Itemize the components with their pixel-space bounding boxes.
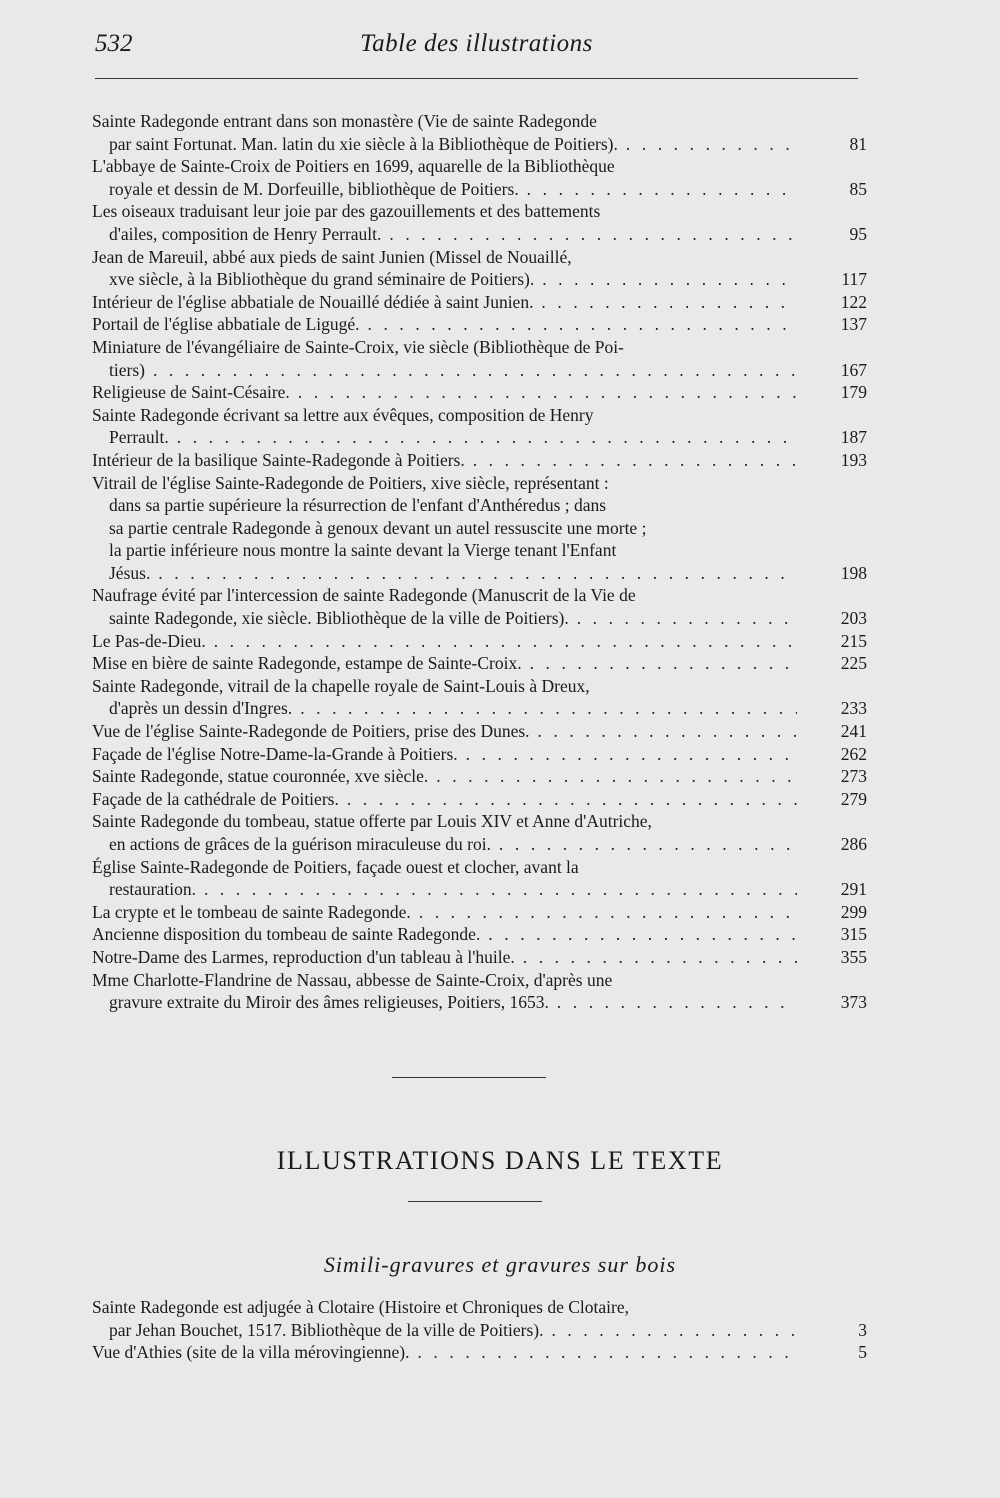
section-title: ILLUSTRATIONS DANS LE TEXTE	[276, 1146, 724, 1175]
separator-rule	[392, 1077, 546, 1078]
toc-entry	[92, 110, 867, 155]
toc-entry	[92, 652, 867, 675]
entry-title-line: Intérieur de l'église abbatiale de Nouaillé dédiée à saint Junien. . . .	[92, 291, 797, 314]
entry-title-line: Vitrail de l'église Sainte-Radegonde de Poitiers, xive siècle, représentant :	[92, 472, 609, 493]
text-illustrations-list	[92, 1296, 867, 1364]
toc-entry	[92, 856, 867, 901]
entry-page-number: 299	[840, 901, 867, 922]
entry-title-line: dans sa partie supérieure la résurrection de l'enfant d'Anthéredus ; dans	[109, 495, 607, 516]
entry-title-line: Façade de la cathédrale de Poitiers. . . .	[92, 788, 797, 811]
entry-title-line: tiers) . . .	[92, 359, 797, 382]
entry-title-line: par saint Fortunat. Man. latin du xie siècle à la Bibliothèque de Poitiers). . . .	[92, 133, 797, 156]
entry-title-line: Mise en bière de sainte Radegonde, estampe de Sainte-Croix. . . .	[92, 652, 797, 675]
entry-page-number: 179	[840, 382, 867, 403]
entry-title-line: Le Pas-de-Dieu. . . .	[92, 630, 797, 653]
entry-page-number: 198	[840, 562, 867, 583]
entry-title-line: Notre-Dame des Larmes, reproduction d'un tableau à l'huile. . . .	[92, 946, 797, 969]
entry-title-line: gravure extraite du Miroir des âmes religieuses, Poitiers, 1653. . . .	[92, 991, 797, 1014]
toc-entry	[92, 291, 867, 314]
toc-entry	[92, 923, 867, 946]
entry-title-line: Les oiseaux traduisant leur joie par des gazouillements et des battements	[92, 201, 601, 222]
toc-entry	[92, 788, 867, 811]
toc-entry	[92, 901, 867, 924]
toc-entry	[92, 630, 867, 653]
entry-title-line: par Jehan Bouchet, 1517. Bibliothèque de la ville de Poitiers). . . .	[92, 1319, 797, 1342]
entry-page-number: 225	[840, 653, 867, 674]
entry-title-line: d'après un dessin d'Ingres. . . .	[92, 697, 797, 720]
entry-title-line: Sainte Radegonde, statue couronnée, xve siècle. . . .	[92, 765, 797, 788]
entry-title-line: Sainte Radegonde entrant dans son monastère (Vie de sainte Radegonde	[92, 111, 597, 131]
entry-title-line: Vue d'Athies (site de la villa mérovingienne). . . .	[92, 1341, 797, 1364]
header-rule	[95, 78, 858, 79]
toc-entry	[92, 1296, 867, 1341]
entry-title-line: Ancienne disposition du tombeau de sainte Radegonde. . . .	[92, 923, 797, 946]
entry-page-number: 117	[841, 269, 867, 290]
entry-title-line: Vue de l'église Sainte-Radegonde de Poitiers, prise des Dunes. . . .	[92, 720, 797, 743]
toc-entry	[92, 946, 867, 969]
toc-entry	[92, 1341, 867, 1364]
section-rule	[408, 1201, 542, 1202]
entry-page-number: 122	[840, 291, 867, 312]
toc-entry	[92, 743, 867, 766]
page-header	[95, 30, 858, 70]
entry-title-line: sainte Radegonde, xie siècle. Bibliothèque de la ville de Poitiers). . . .	[92, 607, 797, 630]
entry-page-number: 5	[858, 1342, 867, 1363]
entry-title-line: Jean de Mareuil, abbé aux pieds de saint Junien (Missel de Nouaillé,	[92, 246, 572, 267]
entry-title-line: Miniature de l'évangéliaire de Sainte-Croix, vie siècle (Bibliothèque de Poi-	[92, 336, 624, 357]
entry-title-line: Façade de l'église Notre-Dame-la-Grande à Poitiers. . . .	[92, 743, 797, 766]
running-title: Table des illustrations	[360, 30, 593, 57]
entry-page-number: 373	[840, 992, 867, 1013]
entry-title-line: Intérieur de la basilique Sainte-Radegonde à Poitiers. . . .	[92, 449, 797, 472]
entry-title-line: en actions de grâces de la guérison miraculeuse du roi. . . .	[92, 833, 797, 856]
entry-title-line: Jésus. . . .	[92, 562, 797, 585]
entry-title-line: Naufrage évité par l'intercession de sainte Radegonde (Manuscrit de la Vie de	[92, 585, 636, 606]
entry-title-line: Sainte Radegonde, vitrail de la chapelle royale de Saint-Louis à Dreux,	[92, 675, 590, 696]
toc-entry	[92, 765, 867, 788]
entry-title-line: Sainte Radegonde écrivant sa lettre aux évêques, composition de Henry	[92, 404, 594, 425]
toc-entry	[92, 472, 867, 585]
entry-page-number: 291	[840, 879, 867, 900]
toc-entry	[92, 200, 867, 245]
entry-title-line: Sainte Radegonde est adjugée à Clotaire (Histoire et Chroniques de Clotaire,	[92, 1297, 629, 1317]
entry-title-line: Religieuse de Saint-Césaire. . . .	[92, 381, 797, 404]
toc-entry	[92, 449, 867, 472]
entry-page-number: 81	[849, 133, 867, 154]
entry-title-line: xve siècle, à la Bibliothèque du grand séminaire de Poitiers). . . .	[92, 268, 797, 291]
entry-page-number: 315	[840, 924, 867, 945]
entry-page-number: 137	[840, 314, 867, 335]
entry-page-number: 241	[840, 721, 867, 742]
entry-page-number: 233	[840, 698, 867, 719]
entry-page-number: 355	[840, 946, 867, 967]
entry-title-line: La crypte et le tombeau de sainte Radegonde. . . .	[92, 901, 797, 924]
entry-page-number: 85	[849, 178, 867, 199]
entry-page-number: 262	[840, 743, 867, 764]
entry-title-line: Perrault. . . .	[92, 426, 797, 449]
section-subtitle: Simili-gravures et gravures sur bois	[323, 1252, 677, 1277]
entry-page-number: 3	[858, 1319, 867, 1340]
entry-page-number: 279	[840, 788, 867, 809]
toc-entry	[92, 246, 867, 291]
plates-list	[92, 110, 867, 1014]
entry-page-number: 167	[840, 359, 867, 380]
entry-title-line: Portail de l'église abbatiale de Ligugé. . . .	[92, 313, 797, 336]
entry-page-number: 215	[840, 630, 867, 651]
toc-entry	[92, 404, 867, 449]
entry-page-number: 286	[840, 834, 867, 854]
entry-page-number: 273	[840, 766, 867, 787]
entry-title-line: Sainte Radegonde du tombeau, statue offerte par Louis XIV et Anne d'Autriche,	[92, 811, 652, 832]
toc-entry	[92, 720, 867, 743]
toc-entry	[92, 336, 867, 381]
toc-entry	[92, 584, 867, 629]
toc-entry	[92, 810, 867, 855]
entry-title-line: Mme Charlotte-Flandrine de Nassau, abbesse de Sainte-Croix, d'après une	[92, 969, 613, 990]
toc-entry	[92, 969, 867, 1014]
entry-title-line: restauration. . . .	[92, 878, 797, 901]
toc-entry	[92, 313, 867, 336]
entry-page-number: 187	[840, 427, 867, 448]
entry-title-line: la partie inférieure nous montre la sainte devant la Vierge tenant l'Enfant	[109, 540, 617, 561]
entry-title-line: L'abbaye de Sainte-Croix de Poitiers en 1699, aquarelle de la Bibliothèque	[92, 156, 615, 177]
toc-entry	[92, 155, 867, 200]
toc-entry	[92, 381, 867, 404]
entry-title-line: d'ailes, composition de Henry Perrault. . . .	[92, 223, 797, 246]
entry-page-number: 203	[840, 608, 867, 629]
entry-title-line: royale et dessin de M. Dorfeuille, bibliothèque de Poitiers. . . .	[92, 178, 797, 201]
page-number: 532	[95, 30, 133, 57]
toc-entry	[92, 675, 867, 720]
entry-page-number: 95	[849, 223, 867, 244]
entry-page-number: 193	[840, 449, 867, 470]
entry-title-line: sa partie centrale Radegonde à genoux devant un autel ressuscite une morte ;	[109, 517, 647, 538]
entry-title-line: Église Sainte-Radegonde de Poitiers, façade ouest et clocher, avant la	[92, 856, 579, 877]
